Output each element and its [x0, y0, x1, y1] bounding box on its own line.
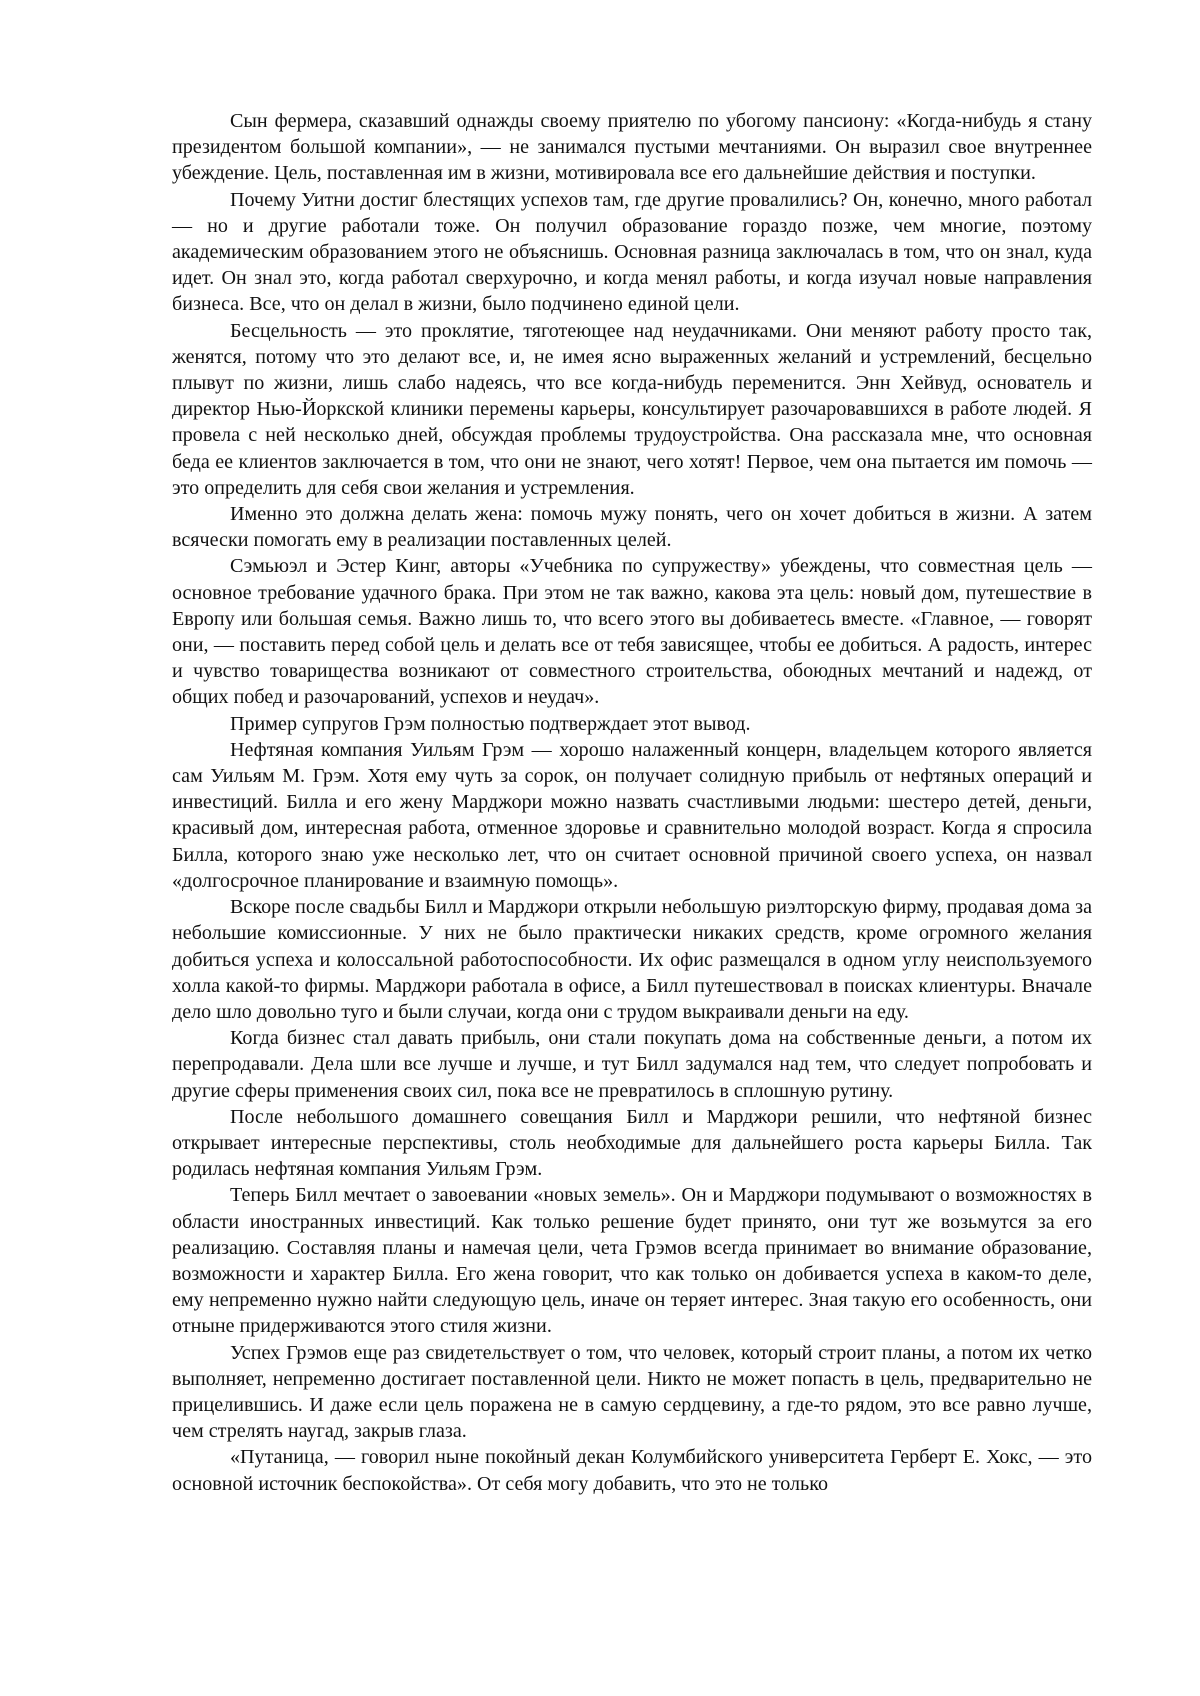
- paragraph: Именно это должна делать жена: помочь мужу понять, чего он хочет добиться в жизни. А затем всячески помогать ему в реализации поставленных целей.: [172, 503, 1092, 552]
- paragraph: Почему Уитни достиг блестящих успехов там, где другие провалились? Он, конечно, много работал — но и другие работали тоже. Он получил образование гораздо позже, чем многие, поэтому академическим образованием этого не объяснишь. Основная разница заключалась в том, что он знал, куда идет. Он знал это, когда работал сверхурочно, и когда менял работы, и когда изучал новые направления бизнеса. Все, что он делал в жизни, было подчинено единой цели.: [172, 188, 1092, 316]
- paragraph: Бесцельность — это проклятие, тяготеющее над неудачниками. Они меняют работу просто так, женятся, потому что это делают все, и, не имея ясно выраженных желаний и устремлений, бесцельно плывут по жизни, лишь слабо надеясь, что все когда-нибудь переменится. Энн Хейвуд, основатель и директор Нью-Йоркской клиники перемены карьеры, консультирует разочаровавшихся в работе людей. Я провела с ней несколько дней, обсуждая проблемы трудоустройства. Она рассказала мне, что основная беда ее клиентов заключается в том, что они не знают, чего хотят! Первое, чем она пытается им помочь — это определить для себя свои желания и устремления.: [172, 319, 1092, 499]
- paragraph: Успех Грэмов еще раз свидетельствует о том, что человек, который строит планы, а потом их четко выполняет, непременно достигает поставленной цели. Никто не может попасть в цель, предварительно не прицелившись. И даже если цель поражена не в самую сердцевину, а где-то рядом, это все равно лучше, чем стрелять наугад, закрыв глаза.: [172, 1341, 1092, 1443]
- paragraph: Пример супругов Грэм полностью подтверждает этот вывод.: [230, 712, 751, 735]
- document-page: [172, 108, 1092, 1497]
- paragraph: «Путаница, — говорил ныне покойный декан Колумбийского университета Герберт Е. Хокс, — это основной источник беспокойства». От себя могу добавить, что это не только: [172, 1446, 1092, 1495]
- paragraph: Нефтяная компания Уильям Грэм — хорошо налаженный концерн, владельцем которого является сам Уильям М. Грэм. Хотя ему чуть за сорок, он получает солидную прибыль от нефтяных операций и инвестиций. Билла и его жену Марджори можно назвать счастливыми людьми: шестеро детей, деньги, красивый дом, интересная работа, отменное здоровье и сравнительно молодой возраст. Когда я спросила Билла, которого знаю уже несколько лет, что он считает основной причиной своего успеха, он назвал «долгосрочное планирование и взаимную помощь».: [172, 738, 1092, 892]
- paragraph: Сэмьюэл и Эстер Кинг, авторы «Учебника по супружеству» убеждены, что совместная цель — основное требование удачного брака. При этом не так важно, какова эта цель: новый дом, путешествие в Европу или большая семья. Важно лишь то, что всего этого вы добиваетесь вместе. «Главное, — говорят они, — поставить перед собой цель и делать все от тебя зависящее, чтобы ее добиться. А радость, интерес и чувство товарищества возникают от совместного строительства, обоюдных мечтаний и надежд, от общих побед и разочарований, успехов и неудач».: [172, 555, 1092, 709]
- paragraph: Когда бизнес стал давать прибыль, они стали покупать дома на собственные деньги, а потом их перепродавали. Дела шли все лучше и лучше, и тут Билл задумался над тем, что следует попробовать и другие сферы применения своих сил, пока все не превратилось в сплошную рутину.: [172, 1027, 1092, 1102]
- paragraph: После небольшого домашнего совещания Билл и Марджори решили, что нефтяной бизнес открывает интересные перспективы, столь необходимые для дальнейшего роста карьеры Билла. Так родилась нефтяная компания Уильям Грэм.: [172, 1105, 1092, 1181]
- paragraph: Теперь Билл мечтает о завоевании «новых земель». Он и Марджори подумывают о возможностях в области иностранных инвестиций. Как только решение будет принято, они тут же возьмутся за его реализацию. Составляя планы и намечая цели, чета Грэмов всегда принимает во внимание образование, возможности и характер Билла. Его жена говорит, что как только он добивается успеха в каком-то деле, ему непременно нужно найти следующую цель, иначе он теряет интерес. Зная такую его особенность, они отныне придерживаются этого стиля жизни.: [172, 1184, 1092, 1338]
- paragraph: Сын фермера, сказавший однажды своему приятелю по убогому пансиону: «Когда-нибудь я стану президентом большой компании», — не занимался пустыми мечтаниями. Он выразил свое внутреннее убеждение. Цель, поставленная им в жизни, мотивировала все его дальнейшие действия и поступки.: [172, 110, 1092, 185]
- paragraph: Вскоре после свадьбы Билл и Марджори открыли небольшую риэлторскую фирму, продавая дома за небольшие комиссионные. У них не было практически никаких средств, кроме огромного желания добиться успеха и колоссальной работоспособности. Их офис размещался в одном углу неиспользуемого холла какой-то фирмы. Марджори работала в офисе, а Билл путешествовал в поисках клиентуры. Вначале дело шло довольно туго и были случаи, когда они с трудом выкраивали деньги на еду.: [172, 896, 1092, 1023]
